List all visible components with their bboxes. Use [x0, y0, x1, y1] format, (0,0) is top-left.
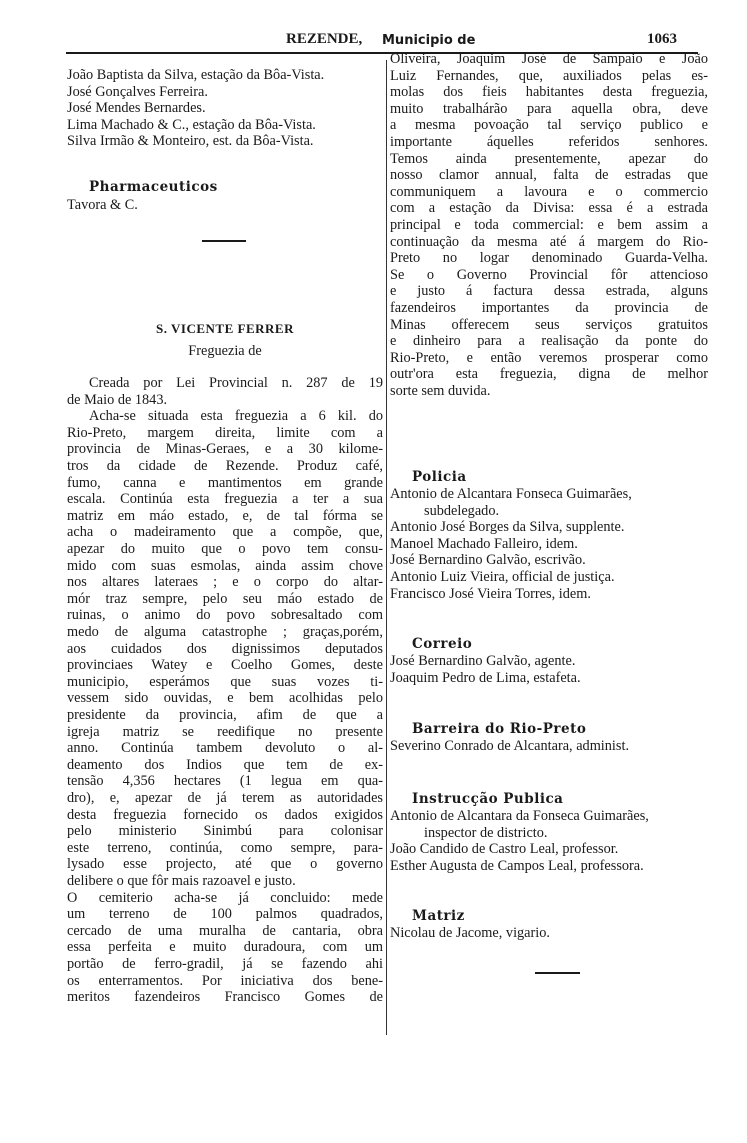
- section-heading: Matriz: [412, 908, 465, 924]
- body-line: Se o Governo Provincial fôr attencioso: [390, 266, 708, 283]
- section-rule: [202, 240, 246, 242]
- body-line: pelo ministerio Sinimbú para colonisar: [67, 823, 383, 840]
- page-number: 1063: [647, 31, 677, 47]
- body-line: portão de ferro-gradil, já se fazendo ahi: [67, 956, 383, 972]
- merchant-entry: Lima Machado & C., estação da Bôa-Vista.: [67, 116, 316, 133]
- body-line: muito trabalhárão para aquella obra, deve: [390, 100, 708, 117]
- body-line: molas dos fieis habitantes desta freguezia,: [390, 84, 708, 101]
- official-entry: Nicolau de Jacome, vigario.: [390, 925, 550, 941]
- parish-subtitle: Freguezia de: [188, 343, 262, 359]
- official-entry: João Candido de Castro Leal, professor.: [390, 841, 619, 858]
- body-line: O cemiterio acha-se já concluido: mede: [67, 889, 383, 906]
- body-line: Preto no logar denominado Guarda-Velha.: [390, 250, 708, 267]
- body-line: Temos ainda presentemente, apezar do: [390, 150, 708, 167]
- body-line: sorte sem duvida.: [390, 383, 491, 399]
- body-line: outr'ora esta freguezia, digna de melhor: [390, 366, 708, 383]
- parish-title: S. VICENTE FERRER: [156, 321, 294, 336]
- body-line: medo de alguma catastrophe ; graças,porém,: [67, 624, 383, 640]
- section-heading: Barreira do Rio-Preto: [412, 721, 587, 737]
- body-line: apezar do muito que o povo tem consu-: [67, 541, 383, 557]
- official-entry: José Bernardino Galvão, agente.: [390, 653, 576, 669]
- official-entry: Antonio de Alcantara Fonseca Guimarães,: [390, 486, 632, 502]
- body-line: com a estação da Divisa: essa é a estrada: [390, 200, 708, 217]
- header-title: REZENDE,: [286, 31, 363, 47]
- body-line: lysado esse projecto, até que o governo: [67, 856, 383, 873]
- merchant-entry: João Baptista da Silva, estação da Bôa-Vista.: [67, 67, 325, 83]
- body-line: nosso clamor annual, falta de estradas que: [390, 167, 708, 184]
- body-line: e justo á factura dessa estrada, alguns: [390, 283, 708, 300]
- official-entry: Severino Conrado de Alcantara, administ.: [390, 738, 630, 754]
- body-line: mido com suas esmolas, ainda assim chove: [67, 557, 383, 574]
- body-line: matriz em máo estado, e, de tal fórma se: [67, 507, 383, 524]
- body-line: fazendeiros importantes da provincia de: [390, 300, 708, 316]
- body-line: cercado de uma muralha de cantaria, obra: [67, 922, 383, 939]
- body-line: desta freguezia fornecido os dados exigidos: [67, 806, 383, 823]
- body-line: fumo, canna e mantimentos em grande: [67, 474, 383, 491]
- body-line: Minas offerecem seus serviços gratuitos: [390, 316, 708, 333]
- body-line: vessem sido ouvidas, e bem acolhidas pelo: [67, 690, 383, 707]
- official-entry: Joaquim Pedro de Lima, estafeta.: [390, 669, 581, 686]
- official-entry: Antonio Luiz Vieira, official de justiça.: [390, 569, 615, 585]
- body-line: ruinas, o animo do povo sobresaltado com: [67, 607, 383, 624]
- body-line: presidente da provincia, afim de que a: [67, 707, 383, 723]
- section-heading: Correio: [412, 636, 473, 652]
- body-line: continuação da mesma até á margem do Rio-: [390, 233, 708, 250]
- body-line: mór traz sempre, pelo seu máo estado de: [67, 590, 383, 607]
- section-rule: [535, 972, 580, 974]
- section-heading-pharmaceuticos: Pharmaceuticos: [89, 179, 218, 195]
- body-line: delibere o que fôr mais razoavel e justo.: [67, 873, 296, 889]
- body-line: municipio, esperámos que suas vozes ti-: [67, 673, 383, 690]
- body-line: e dinheiro para a realisação da ponte do: [390, 333, 708, 350]
- body-line: communiquem a lavoura e o commercio: [390, 183, 708, 200]
- body-line: nos altares lateraes ; e o corpo do altar-: [67, 574, 383, 591]
- merchant-entry: Silva Irmão & Monteiro, est. da Bôa-Vista.: [67, 133, 314, 150]
- body-line: deamento dos Indios que tem de ex-: [67, 756, 383, 773]
- official-entry: Antonio de Alcantara da Fonseca Guimarães,: [390, 808, 649, 824]
- body-line: aos cuidados dos dignissimos deputados: [67, 640, 383, 657]
- body-line: acha o madeiramento que a compõe, que,: [67, 524, 383, 541]
- body-line: provincia de Minas-Geraes, e a 30 kilome-: [67, 441, 383, 458]
- header-subtitle: Municipio de: [382, 33, 476, 48]
- official-entry: Esther Augusta de Campos Leal, professora.: [390, 857, 644, 874]
- body-line: este terreno, continúa, como sempre, para-: [67, 839, 383, 856]
- body-line: anno. Continúa tambem devoluto o al-: [67, 740, 383, 757]
- body-line: Creada por Lei Provincial n. 287 de 19: [89, 375, 383, 391]
- body-line: a mesma povoação tal serviço publico e: [390, 117, 708, 134]
- body-line: dro), e, apezar de já terem as autoridades: [67, 790, 383, 806]
- section-heading: Instrucção Publica: [412, 791, 564, 807]
- body-line: Acha-se situada esta freguezia a 6 kil. do: [89, 408, 383, 425]
- official-entry: Manoel Machado Falleiro, idem.: [390, 535, 578, 552]
- body-line: um terreno de 100 palmos quadrados,: [67, 906, 383, 923]
- body-line: tros da cidade de Rezende. Produz café,: [67, 458, 383, 474]
- body-line: tensão 4,356 hectares (1 legua em qua-: [67, 773, 383, 790]
- official-entry: José Bernardino Galvão, escrivão.: [390, 552, 586, 569]
- body-line: importante áquelles referidos senhores.: [390, 134, 708, 150]
- body-line: Rio-Preto, margem direita, limite com a: [67, 424, 383, 441]
- body-line: meritos fazendeiros Francisco Gomes de: [67, 989, 383, 1006]
- body-line: provinciaes Watey e Coelho Gomes, deste: [67, 657, 383, 674]
- official-entry: subdelegado.: [424, 502, 500, 519]
- body-line: escala. Continúa esta freguezia a ter a sua: [67, 491, 383, 508]
- merchant-entry: José Mendes Bernardes.: [67, 100, 206, 117]
- pharmacy-entry: Tavora & C.: [67, 197, 138, 213]
- official-entry: Antonio José Borges da Silva, supplente.: [390, 519, 625, 536]
- column-divider: [386, 60, 387, 1035]
- body-line: os enterramentos. Por iniciativa dos bene-: [67, 972, 383, 989]
- official-entry: inspector de districto.: [424, 824, 548, 841]
- body-line: Oliveira, Joaquim José de Sampaio e João: [390, 51, 708, 67]
- body-line: principal e toda commercial: e bem assim a: [390, 217, 708, 233]
- body-line: essa perfeita e muito duradoura, com um: [67, 939, 383, 956]
- section-heading: Policia: [412, 469, 467, 485]
- body-line: Luiz Fernandes, que, auxiliados pelas es-: [390, 67, 708, 84]
- merchant-entry: José Gonçalves Ferreira.: [67, 83, 208, 100]
- body-line: igreja matriz se reedifique no presente: [67, 723, 383, 740]
- body-line: de Maio de 1843.: [67, 391, 168, 408]
- official-entry: Francisco José Vieira Torres, idem.: [390, 585, 591, 602]
- body-line: Rio-Preto, e então veremos prosperar como: [390, 349, 708, 366]
